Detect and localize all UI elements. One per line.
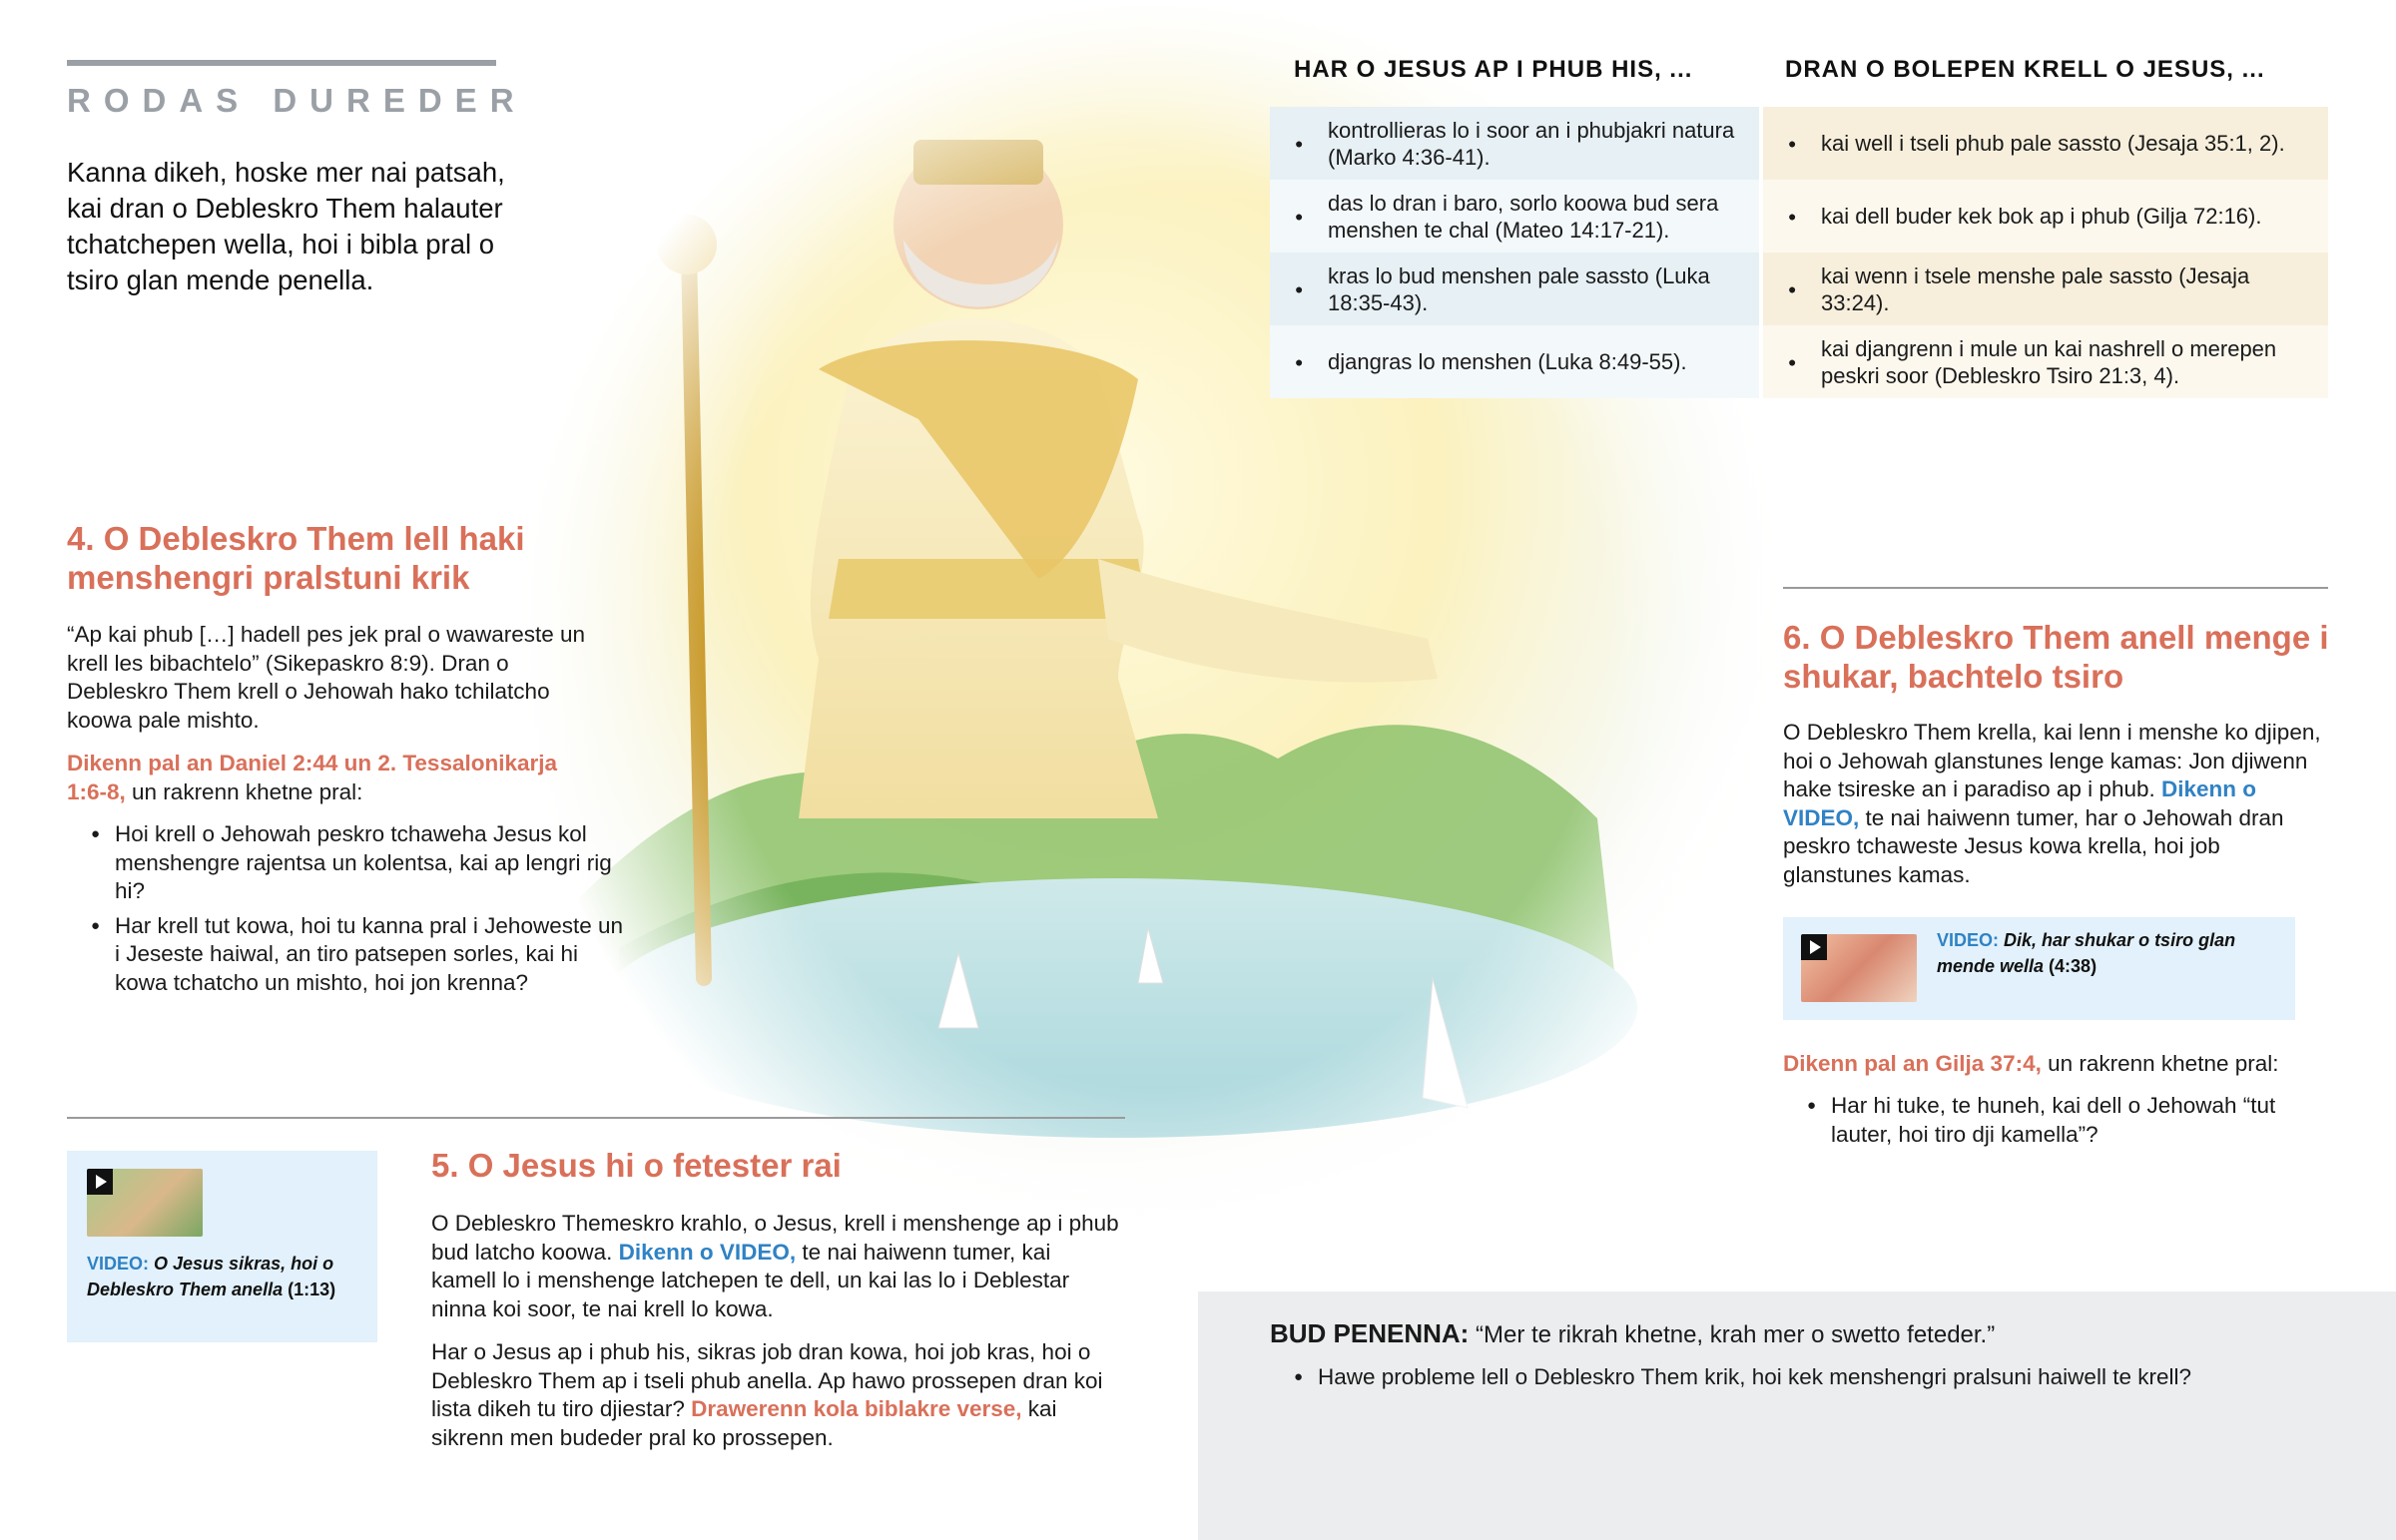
section4-read-rest: un rakrenn khetne pral: [125,778,363,804]
bottom-label: BUD PENENNA: [1270,1318,1470,1348]
video-title: Dik, har shukar o tsiro glan mende wella [1937,930,2236,976]
section6-read-rest: un rakrenn khetne pral: [2041,1051,2279,1076]
intro-text: Kanna dikeh, hoske mer nai patsah, kai dran o Debleskro Them halauter tchatchepen wella, hoi i bibla pral o tsiro glan mende penella. [67,157,505,295]
section4-heading: 4. O Debleskro Them lell haki menshengri pralstuni krik [67,520,525,596]
section5-read-verses-link[interactable]: Drawerenn kola biblakre verse, [684,1396,1022,1421]
bottom-summary [1270,1319,2348,1350]
play-icon[interactable] [1801,934,1827,960]
section5-p2-rest: kai sikrenn men budeder pral ko prossepen. [431,1396,1057,1450]
video-key: VIDEO: [87,1254,150,1274]
section6-video-card[interactable] [1783,917,2295,1020]
section6-question: ● Har hi tuke, te huneh, kai dell o Jehowah “tut lauter, hoi tiro dji kamella”? [1783,1092,2282,1149]
section5-paragraph-2 [431,1338,1120,1452]
section5-video-card[interactable] [67,1151,377,1342]
table-cell-col1: ● das lo dran i baro, sorlo koowa bud sera menshen te chal (Mateo 14:17-21). [1270,180,1759,253]
bottom-question: ● Hawe probleme lell o Debleskro Them krik, hoi kek menshengri pralsuni haiwell te krell? [1270,1363,2368,1392]
intro-top-rule [67,60,496,66]
section5-video-thumbnail[interactable] [87,1169,203,1237]
table-cell-col2: ● kai dell buder kek bok ap i phub (Gilja 72:16). [1763,180,2328,253]
section6-paragraph [1783,719,2332,889]
section6-video-caption [1937,927,2266,979]
section4-questions [67,820,626,1003]
section6-questions [1783,1092,2282,1155]
video-title: O Jesus sikras, hoi o Debleskro Them anella [87,1254,334,1299]
section5-video-link[interactable]: Dikenn o VIDEO, [618,1239,797,1265]
section5-paragraph-1 [431,1210,1120,1323]
table-cell-col1: ● kras lo bud menshen pale sassto (Luka 18:35-43). [1270,253,1759,325]
section4-question: ● Har krell tut kowa, hoi tu kanna pral i Jehoweste un i Jeseste haiwal, an tiro patsepen sorles, kai hi kowa tchatcho un mishto, hoi jon krenna? [67,912,626,998]
video-length: (4:38) [2044,956,2097,976]
section5-video-caption [87,1251,366,1302]
section6-read-instruction [1783,1050,2332,1079]
table-cell-col2: ● kai well i tseli phub pale sassto (Jesaja 35:1, 2). [1763,107,2328,180]
section6-video-thumbnail[interactable] [1801,934,1917,1002]
section5-p2-text: Har o Jesus ap i phub his, sikras job dran kowa, hoi job kras, hoi o Debleskro Them ap i tseli phub anella. Ap hawo prossepen dran koi lista dikeh tu tiro djiestar? [431,1339,1103,1421]
bottom-questions [1270,1363,2368,1398]
section4-read-instruction [67,750,586,806]
table-cell-col1: ● kontrollieras lo i soor an i phubjakri natura (Marko 4:36-41). [1270,107,1759,180]
divider-section5 [67,1117,1125,1119]
section6-p-text: O Debleskro Them krella, kai lenn i menshe ko djipen, hoi o Jehowah glanstunes lenge kamas: Jon djiwenn hake tsireske an i paradiso ap i phub. [1783,720,2321,801]
bottom-quote: “Mer te rikrah khetne, krah mer o swetto feteder.” [1469,1321,1996,1348]
section4-quote: “Ap kai phub […] hadell pes jek pral o wawareste un krell les bibachtelo” (Sikepaskro 8:9). Dran o Debleskro Them krell o Jehowah hako tchilatcho koowa pale mishto. [67,622,586,733]
section6-read-ref[interactable]: Dikenn pal an Gilja 37:4, [1783,1051,2042,1076]
section5-p1-text: O Debleskro Themeskro krahlo, o Jesus, krell i menshenge ap i phub bud latcho koowa. [431,1211,1119,1265]
section4-question: ● Hoi krell o Jehowah peskro tchaweha Jesus kol menshengre rajentsa un kolentsa, kai ap lengri rig hi? [67,820,626,906]
divider-section6 [1783,587,2328,589]
video-key: VIDEO: [1937,930,2000,950]
table-col2-header: DRAN O BOLEPEN KRELL O JESUS, ... [1785,56,2265,83]
section4-read-ref[interactable]: Dikenn pal an Daniel 2:44 un 2. Tessalonikarja 1:6-8, [67,751,558,804]
section6-p-rest: te nai haiwenn tumer, har o Jehowah dran peskro tchaweste Jesus kowa krella, hoi job glanstunes kamas. [1783,804,2284,887]
video-length: (1:13) [283,1280,336,1299]
section6-video-link[interactable]: Dikenn o VIDEO, [1783,776,2256,830]
table-col1-header: HAR O JESUS AP I PHUB HIS, ... [1294,56,1693,83]
table-cell-col2: ● kai wenn i tsele menshe pale sassto (Jesaja 33:24). [1763,253,2328,325]
section6-heading: 6. O Debleskro Them anell menge i shukar, bachtelo tsiro [1783,619,2329,695]
section5-heading: 5. O Jesus hi o fetester rai [431,1147,842,1184]
intro-kicker: RODAS DUREDER [67,82,527,119]
section5-p1-rest: te nai haiwenn tumer, kai kamell lo i menshenge latchepen te dell, un kai las lo i Deblestar ninna koi soor, te nai krell lo kowa. [431,1239,1070,1321]
play-icon[interactable] [87,1169,113,1195]
table-cell-col2: ● kai djangrenn i mule un kai nashrell o merepen peskri soor (Debleskro Tsiro 21:3, 4). [1763,325,2328,398]
table-cell-col1: ● djangras lo menshen (Luka 8:49-55). [1270,325,1759,398]
